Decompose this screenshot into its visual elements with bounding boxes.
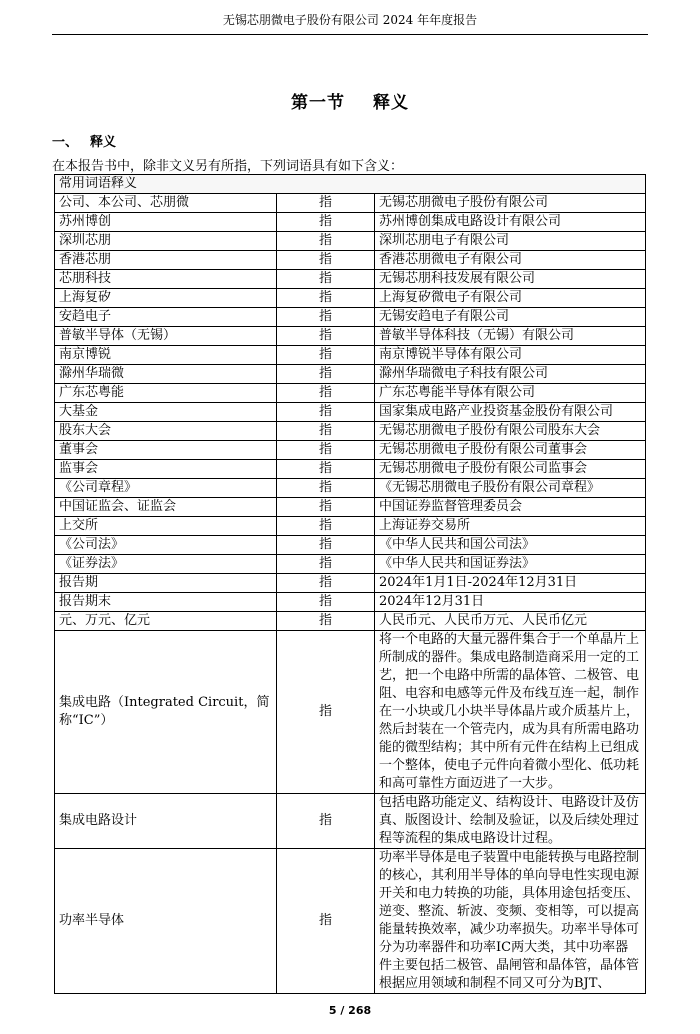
ref-cell: 指	[277, 270, 375, 289]
term-cell: 中国证监会、证监会	[55, 498, 277, 517]
table-row	[55, 403, 646, 422]
definition-cell: 无锡芯朋微电子股份有限公司股东大会	[375, 422, 646, 441]
definition-cell: 南京博锐半导体有限公司	[375, 346, 646, 365]
term-cell: 上交所	[55, 517, 277, 536]
ref-cell: 指	[277, 460, 375, 479]
table-row	[55, 441, 646, 460]
definition-cell: 深圳芯朋电子有限公司	[375, 232, 646, 251]
table-row	[55, 213, 646, 232]
intro-paragraph: 在本报告书中，除非文义另有所指，下列词语具有如下含义：	[52, 159, 404, 174]
table-row	[55, 308, 646, 327]
table-row	[55, 232, 646, 251]
term-cell: 集成电路（Integrated Circuit，简称“IC”）	[55, 631, 277, 794]
table-row	[55, 612, 646, 631]
definition-cell: 功率半导体是电子装置中电能转换与电路控制的核心，其利用半导体的单向导电性实现电源开关和电力转换的功能，具体用途包括变压、逆变、整流、斩波、变频、变相等，可以提高能量转换效率，减少功率损失。功率半导体可分为功率器件和功率IC两大类，其中功率器件主要包括二极管、晶闸管和晶体管，晶体管根据应用领域和制程不同又可分为BJT、	[375, 849, 646, 994]
ref-cell: 指	[277, 194, 375, 213]
definition-cell: 滁州华瑞微电子科技有限公司	[375, 365, 646, 384]
term-cell: 监事会	[55, 460, 277, 479]
definition-cell: 《中华人民共和国证券法》	[375, 555, 646, 574]
ref-cell: 指	[277, 441, 375, 460]
definition-cell: 香港芯朋微电子有限公司	[375, 251, 646, 270]
table-row	[55, 327, 646, 346]
ref-cell: 指	[277, 593, 375, 612]
ref-cell: 指	[277, 289, 375, 308]
term-cell: 《证券法》	[55, 555, 277, 574]
ref-cell: 指	[277, 498, 375, 517]
term-cell: 《公司章程》	[55, 479, 277, 498]
table-row	[55, 460, 646, 479]
definition-cell: 2024年12月31日	[375, 593, 646, 612]
ref-cell: 指	[277, 517, 375, 536]
definition-cell: 无锡芯朋科技发展有限公司	[375, 270, 646, 289]
term-cell: 上海复矽	[55, 289, 277, 308]
definition-cell: 2024年1月1日-2024年12月31日	[375, 574, 646, 593]
running-header: 无锡芯朋微电子股份有限公司 2024 年年度报告	[52, 12, 648, 35]
definitions-table	[54, 174, 646, 994]
table-row	[55, 365, 646, 384]
table-row	[55, 422, 646, 441]
ref-cell: 指	[277, 612, 375, 631]
ref-cell: 指	[277, 308, 375, 327]
subheading-title: 释义	[90, 135, 117, 150]
term-cell: 芯朋科技	[55, 270, 277, 289]
definition-cell: 无锡安趋电子有限公司	[375, 308, 646, 327]
term-cell: 安趋电子	[55, 308, 277, 327]
table-row	[55, 631, 646, 794]
ref-cell: 指	[277, 631, 375, 794]
term-cell: 南京博锐	[55, 346, 277, 365]
definition-cell: 无锡芯朋微电子股份有限公司	[375, 194, 646, 213]
ref-cell: 指	[277, 346, 375, 365]
definition-cell: 《无锡芯朋微电子股份有限公司章程》	[375, 479, 646, 498]
definition-cell: 无锡芯朋微电子股份有限公司董事会	[375, 441, 646, 460]
ref-cell: 指	[277, 384, 375, 403]
table-row	[55, 849, 646, 994]
ref-cell: 指	[277, 403, 375, 422]
ref-cell: 指	[277, 213, 375, 232]
ref-cell: 指	[277, 555, 375, 574]
definition-cell: 普敏半导体科技（无锡）有限公司	[375, 327, 646, 346]
definition-cell: 无锡芯朋微电子股份有限公司监事会	[375, 460, 646, 479]
definition-cell: 中国证券监督管理委员会	[375, 498, 646, 517]
term-cell: 公司、本公司、芯朋微	[55, 194, 277, 213]
term-cell: 报告期	[55, 574, 277, 593]
term-cell: 功率半导体	[55, 849, 277, 994]
term-cell: 《公司法》	[55, 536, 277, 555]
ref-cell: 指	[277, 849, 375, 994]
definition-cell: 上海复矽微电子有限公司	[375, 289, 646, 308]
term-cell: 深圳芯朋	[55, 232, 277, 251]
ref-cell: 指	[277, 251, 375, 270]
table-row	[55, 574, 646, 593]
table-row	[55, 384, 646, 403]
subheading-number: 一、	[52, 135, 79, 150]
definition-cell: 《中华人民共和国公司法》	[375, 536, 646, 555]
term-cell: 大基金	[55, 403, 277, 422]
table-row	[55, 346, 646, 365]
term-cell: 元、万元、亿元	[55, 612, 277, 631]
table-row	[55, 289, 646, 308]
ref-cell: 指	[277, 365, 375, 384]
section-number: 第一节	[291, 93, 345, 113]
ref-cell: 指	[277, 479, 375, 498]
section-name: 释义	[373, 93, 409, 113]
page-number: 5 / 268	[328, 1004, 372, 1017]
definition-cell: 包括电路功能定义、结构设计、电路设计及仿真、版图设计、绘制及验证，以及后续处理过程等流程的集成电路设计过程。	[375, 794, 646, 849]
term-cell: 普敏半导体（无锡）	[55, 327, 277, 346]
term-cell: 滁州华瑞微	[55, 365, 277, 384]
table-row	[55, 794, 646, 849]
term-cell: 股东大会	[55, 422, 277, 441]
ref-cell: 指	[277, 794, 375, 849]
definition-cell: 上海证券交易所	[375, 517, 646, 536]
table-row	[55, 194, 646, 213]
definition-cell: 国家集成电路产业投资基金股份有限公司	[375, 403, 646, 422]
table-row	[55, 270, 646, 289]
definition-cell: 广东芯粤能半导体有限公司	[375, 384, 646, 403]
term-cell: 苏州博创	[55, 213, 277, 232]
term-cell: 集成电路设计	[55, 794, 277, 849]
ref-cell: 指	[277, 327, 375, 346]
term-cell: 报告期末	[55, 593, 277, 612]
definition-cell: 苏州博创集成电路设计有限公司	[375, 213, 646, 232]
term-cell: 董事会	[55, 441, 277, 460]
table-row	[55, 555, 646, 574]
table-row	[55, 251, 646, 270]
table-group-row	[55, 175, 646, 194]
table-row	[55, 479, 646, 498]
subheading	[52, 131, 116, 150]
table-group-label: 常用词语释义	[55, 175, 646, 194]
term-cell: 广东芯粤能	[55, 384, 277, 403]
ref-cell: 指	[277, 536, 375, 555]
definition-cell: 人民币元、人民币万元、人民币亿元	[375, 612, 646, 631]
table-row	[55, 536, 646, 555]
ref-cell: 指	[277, 422, 375, 441]
table-row	[55, 498, 646, 517]
section-title	[0, 88, 700, 113]
ref-cell: 指	[277, 232, 375, 251]
ref-cell: 指	[277, 574, 375, 593]
table-row	[55, 593, 646, 612]
definition-cell: 将一个电路的大量元器件集合于一个单晶片上所制成的器件。集成电路制造商采用一定的工艺，把一个电路中所需的晶体管、二极管、电阻、电容和电感等元件及布线互连一起，制作在一小块或几小块半导体晶片或介质基片上，然后封装在一个管壳内，成为具有所需电路功能的微型结构；其中所有元件在结构上已组成一个整体，使电子元件向着微小型化、低功耗和高可靠性方面迈进了一大步。	[375, 631, 646, 794]
table-row	[55, 517, 646, 536]
term-cell: 香港芯朋	[55, 251, 277, 270]
